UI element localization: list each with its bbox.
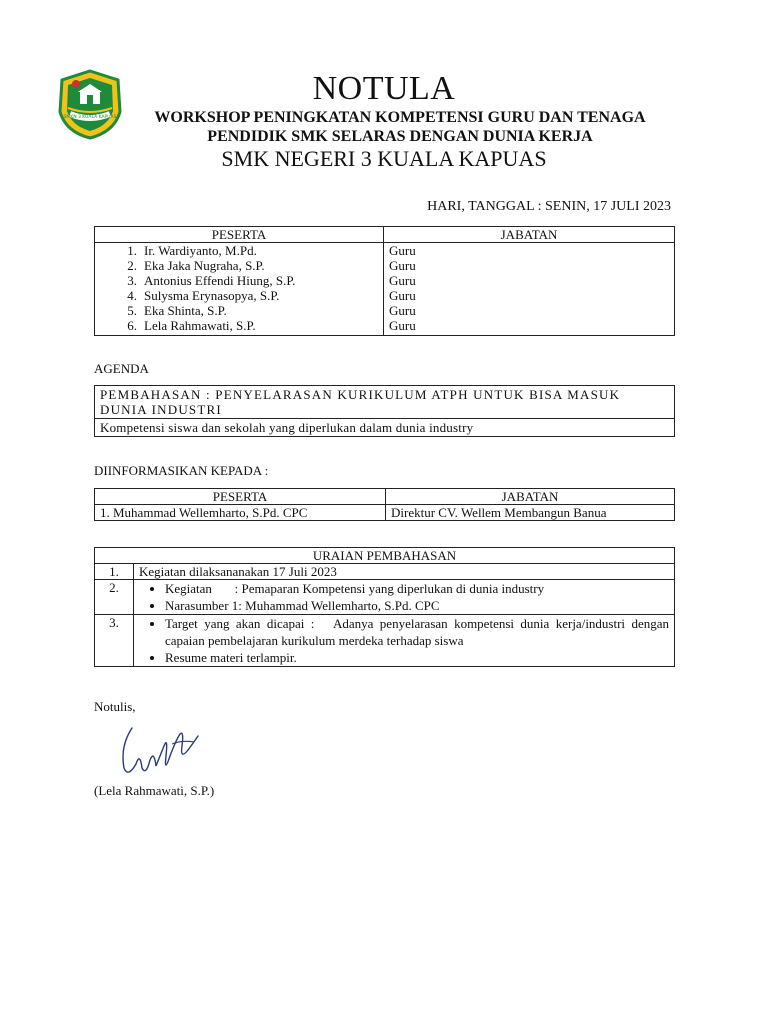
participant-name: Sulysma Erynasopya, S.P.	[144, 288, 280, 303]
discussion-row-number: 2.	[95, 580, 134, 615]
discussion-row-number: 3.	[95, 615, 134, 667]
participants-header: PESERTA	[95, 227, 384, 243]
document-subtitle: WORKSHOP PENINGKATAN KOMPETENSI GURU DAN TENAGA PENDIDIK SMK SELARAS DENGAN DUNIA KERJA	[154, 109, 646, 145]
notulis-label: Notulis,	[94, 699, 136, 714]
agenda-topic: PEMBAHASAN : PENYELARASAN KURIKULUM ATPH UNTUK BISA MASUK DUNIA INDUSTRI	[95, 386, 675, 419]
participant-number: 4.	[127, 288, 137, 303]
informed-participant-header: PESERTA	[95, 489, 386, 505]
discussion-header: URAIAN PEMBAHASAN	[95, 548, 675, 564]
participant-row	[95, 273, 675, 288]
participant-name: Eka Shinta, S.P.	[144, 303, 227, 318]
discussion-bullet: • Narasumber 1: Muhammad Wellemharto, S.Pd. CPC	[165, 597, 669, 614]
participant-number: 5.	[127, 303, 137, 318]
discussion-row-text: Kegiatan dilaksananakan 17 Juli 2023	[134, 564, 675, 580]
discussion-bullet-list	[139, 615, 673, 666]
date-line: HARI, TANGGAL : SENIN, 17 JULI 2023	[427, 199, 671, 214]
participant-row	[95, 258, 675, 273]
signer-name: (Lela Rahmawati, S.P.)	[94, 783, 215, 798]
discussion-row	[95, 615, 675, 667]
discussion-bullet: • Resume materi terlampir.	[165, 649, 669, 666]
document-title: NOTULA	[312, 70, 456, 107]
participant-name: Lela Rahmawati, S.P.	[144, 318, 256, 333]
discussion-bullet: • Target yang akan dicapai : Adanya penyelarasan kompetensi dunia kerja/industri dengan capaian pembelajaran kurikulum merdeka terhadap siswa	[165, 615, 669, 649]
participant-number: 3.	[127, 273, 137, 288]
school-name: SMK NEGERI 3 KUALA KAPUAS	[221, 146, 547, 171]
participant-name: Eka Jaka Nugraha, S.P.	[144, 258, 265, 273]
agenda-table	[94, 385, 675, 437]
participant-role: Guru	[384, 273, 675, 288]
participant-role: Guru	[384, 243, 675, 259]
participant-number: 6.	[127, 318, 137, 333]
position-header: JABATAN	[384, 227, 675, 243]
participant-row	[95, 243, 675, 259]
participant-number: 2.	[127, 258, 137, 273]
discussion-row	[95, 580, 675, 615]
agenda-label: AGENDA	[94, 361, 149, 376]
participants-table	[94, 226, 675, 336]
participant-name: Antonius Effendi Hiung, S.P.	[144, 273, 296, 288]
participant-number: 1.	[127, 243, 137, 258]
discussion-bullet: • Kegiatan : Pemaparan Kompetensi yang diperlukan di dunia industry	[165, 580, 669, 597]
informed-table	[94, 488, 675, 521]
participant-row	[95, 288, 675, 303]
participant-name: Ir. Wardiyanto, M.Pd.	[144, 243, 257, 258]
participant-role: Guru	[384, 303, 675, 318]
informed-label: DIINFORMASIKAN KEPADA :	[94, 463, 269, 478]
participant-role: Guru	[384, 258, 675, 273]
discussion-row	[95, 564, 675, 580]
participant-row	[95, 303, 675, 318]
discussion-row-number: 1.	[95, 564, 134, 580]
participant-row	[95, 318, 675, 336]
informed-row	[95, 505, 675, 521]
signature	[110, 716, 206, 786]
participant-role: Guru	[384, 318, 675, 336]
informed-name: 1. Muhammad Wellemharto, S.Pd. CPC	[95, 505, 386, 521]
logo-text: SMKN 3 KUALA KAPUAS	[63, 115, 117, 120]
informed-position-header: JABATAN	[386, 489, 675, 505]
discussion-table	[94, 547, 675, 667]
informed-role: Direktur CV. Wellem Membangun Banua	[386, 505, 675, 521]
participant-role: Guru	[384, 288, 675, 303]
agenda-description: Kompetensi siswa dan sekolah yang diperlukan dalam dunia industry	[95, 419, 675, 437]
discussion-bullet-list	[139, 580, 669, 614]
